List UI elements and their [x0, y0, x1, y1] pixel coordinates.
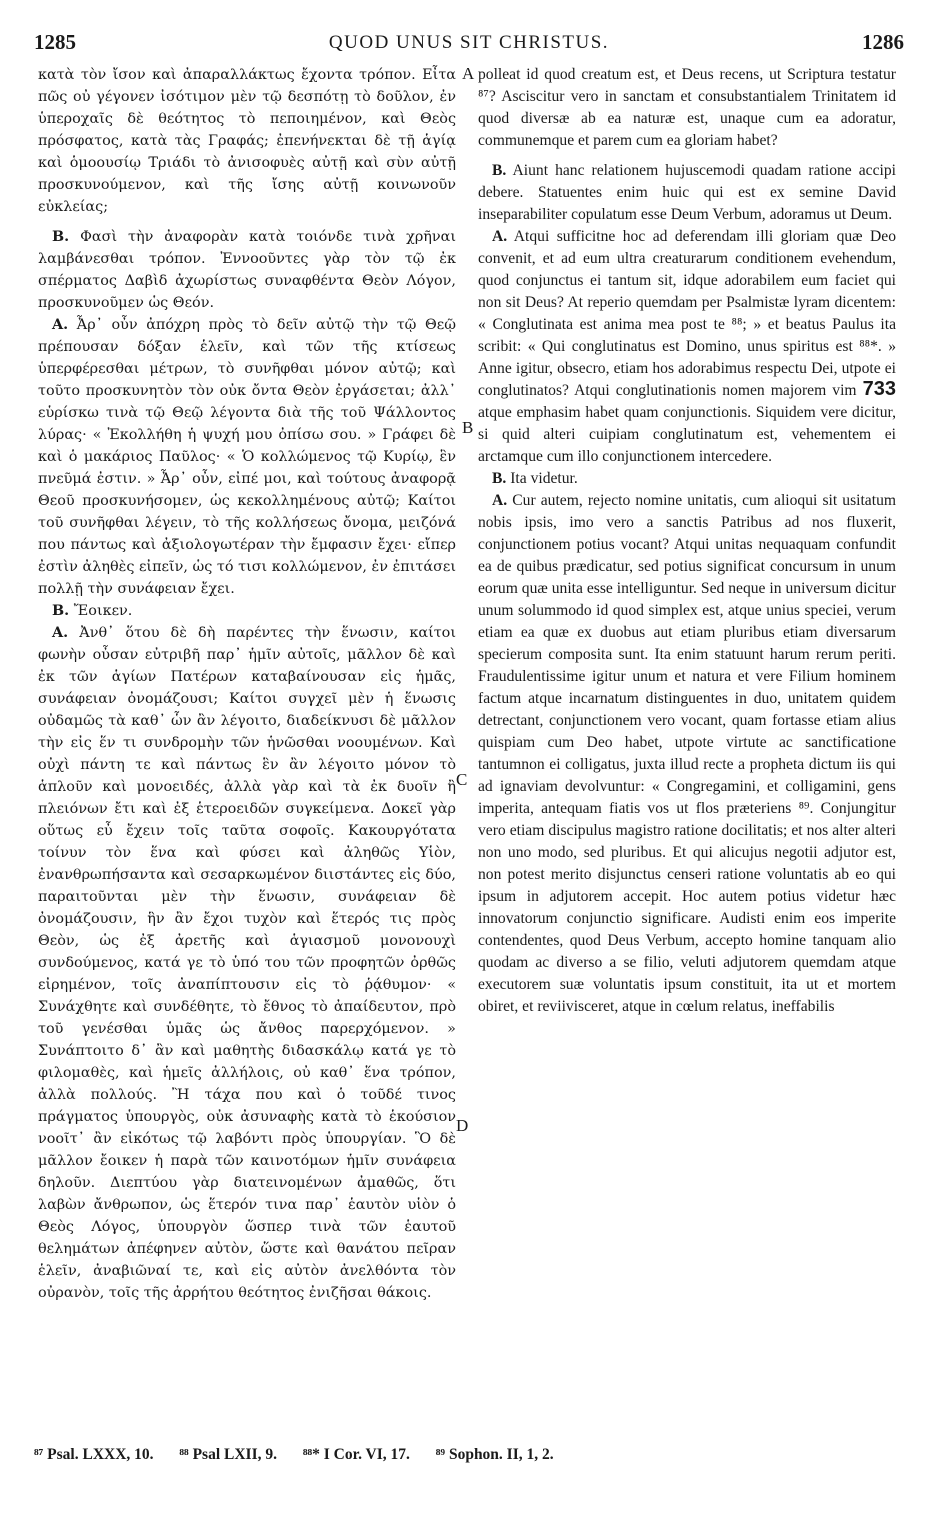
speaker-label: A.	[492, 492, 508, 509]
speaker-label: B.	[492, 162, 507, 179]
latin-text: Atqui sufficitne hoc ad deferendam illi gloriam quæ Deo convenit, et ad eum ultra creaturarum conditionem evehendum, quod conjunctus ei tantum sit, idque adorabilem eum faciet qui non sit Deus? At reperio quemdam per Psalmistæ lyram dicentem: « Conglutinata est anima mea post te ⁸⁸; » et beatus Paulus ita scribit: « Qui conglutinatus est Domino, unus spiritus est ⁸⁸*. » Anne igitur, obsecro, etiam hos adorabimus respectu Dei, utpote ei conglutinatos? Atqui conglutinationis nomen majorem vim	[478, 228, 896, 399]
left-page-number: 1285	[34, 30, 76, 54]
latin-text: Aiunt hanc relationem hujuscemodi quadam ratione accipi debere. Statuentes enim huic qui est ex semine David inseparabiliter copulatum esse Deum Verbum, adoramus ut Deum.	[478, 162, 896, 223]
running-header	[34, 30, 904, 62]
latin-text: Cur autem, rejecto nomine unitatis, cum alioqui sit usitatum nobis ipsis, imo vero a sanctis Patribus ad nos fluxerit, conjunctionem potius vocant? Atqui unitas nequaquam confundit ea de quibus prædicatur, sed potius significat concursum in unum eorum quæ unita esse intelliguntur. Sed neque in universum dicitur unum solummodo id quod simplex est, atque unius speciei, verum etiam ea quæ ex duobus aut etiam pluribus etiam diversarum specierum composita sunt. Ita enim statuunt harum rerum periti. Fraudulentissime igitur unum et natura et vere Filium hominem factum atque incarnatum distinguentes in duo, unitatem quidem detrectant, conjunctionem vero vocant, quam fortasse etiam alius quispiam cum Deo habet, utpote virtute ac sanctificatione tantumnon ei colligatus, juxta illud recte a propheta dictum iis qui ad ignaviam devolvuntur: « Congregamini, et colligamini, gens imperita, antequam fiatis vos ut flos præteriens ⁸⁹. Conjungitur vero etiam discipulus magistro ratione docilitatis; et nos alter alteri non uno modo, sed pluribus. Et qui alicujus negotii adjutor est, non potest merito disjunctus censeri ratione voluntatis ab eo qui ipsum in adjutorem accepit. Hoc autem potius videtur hæc innovatorum conjunctio significare. Audisti enim eos imperite contendentes, quod Deus Verbum, accepto homine tanquam alio quodam ac diverso a se filio, veluti adjutorem quemdam atque executorem suæ voluntatis ipsum constituit, ita ut et mortem obiret, et reviivisceret, atque in cœlum relatus, ineffabilis	[478, 492, 896, 1015]
margin-letter-c: C	[456, 770, 468, 789]
latin-text: Ita videtur.	[510, 470, 578, 487]
greek-column	[38, 64, 456, 1304]
footnote-89: ⁸⁹ Sophon. II, 1, 2.	[435, 1446, 554, 1463]
column-number: 733	[862, 378, 897, 400]
margin-letter-b: B	[462, 418, 474, 437]
latin-paragraph-a3	[478, 490, 896, 1018]
footnote-87: ⁸⁷ Psal. LXXX, 10.	[34, 1446, 154, 1463]
margin-letter-a: A	[462, 64, 475, 83]
greek-paragraph-a2	[38, 314, 456, 600]
latin-text: atque emphasim habet quam conjunctionis. Siquidem vere dicitur, si quid alteri cuipiam conglutinatum est, vehementem ei arctamque cum illo conjunctionem intercedere.	[478, 404, 896, 465]
footnote-88-star: ⁸⁸* I Cor. VI, 17.	[302, 1446, 410, 1463]
footnotes	[34, 1446, 894, 1464]
greek-text: Ἀνθ᾽ ὅτου δὲ δὴ παρέντες τὴν ἕνωσιν, καίτοι φωνὴν οὖσαν εὐτριβῆ παρ᾽ ἡμῖν αὐτοῖς, μᾶλλον δὲ καὶ ἐκ τῶν ἁγίων Πατέρων καταβαίνουσαν εἰς ἡμᾶς, συνάφειαν ὀνομάζουσι; Καίτοι συγχεῖ μὲν ἡ ἕνωσις οὐδαμῶς τὰ καθ᾽ ὧν ἂν λέγοιτο, διαδείκνυσι δὲ μᾶλλον τὴν εἰς ἕν τι συνδρομὴν τῶν ἡνῶσθαι νοουμένων. Καὶ οὐχὶ πάντη τε καὶ πάντως ἓν ἂν λέγοιτο μόνον τὸ ἁπλοῦν καὶ μονοειδές, ἀλλὰ γὰρ καὶ τὰ ἐκ δυοῖν ἢ πλειόνων ἔτι καὶ ἐξ ἑτεροειδῶν συγκείμενα. Δοκεῖ γὰρ οὕτως εὖ ἔχειν τοῖς ταῦτα σοφοῖς. Κακουργότατα τοίνυν τὸν ἕνα καὶ φύσει καὶ ἀληθῶς Υἱὸν, ἐνανθρωπήσαντα καὶ σεσαρκωμένον διιστάντες εἰς δύο, παραιτοῦνται μὲν τὴν ἕνωσιν, συνάφειαν δὲ ὀνομάζουσιν, ἣν ἂν ἔχοι τυχὸν καὶ ἕτερός τις πρὸς Θεὸν, ὡς ἐξ ἀρετῆς καὶ ἁγιασμοῦ μονονουχὶ συνδούμενος, κατά γε τὸ ὑπό του τῶν προφητῶν ὀρθῶς εἰρημένον, τοῖς ἀναπίπτουσιν εἰς τὸ ῥᾴθυμον· « Συνάχθητε καὶ συνδέθητε, τὸ ἔθνος τὸ ἀπαίδευτον, πρὸ τοῦ γενέσθαι ὑμᾶς ὡς ἄνθος παρερχόμενον. » Συνάπτοιτο δ᾽ ἂν καὶ μαθητὴς διδασκάλῳ κατά γε τὸ φιλομαθὲς, καὶ ἡμεῖς ἀλλήλοις, οὐ καθ᾽ ἕνα τρόπον, ἀλλὰ πολλούς. Ἢ τάχα που καὶ ὁ τοῦδέ τινος πράγματος ὑπουργὸς, οὐκ ἀσυναφὴς κατὰ τὸ ἑκούσιον νοοῖτ᾽ ἂν εἰκότως τῷ λαβόντι πρὸς ὑπουργίαν. Ὃ δὲ μᾶλλον ἔοικεν ἡ παρὰ τῶν καινοτόμων ἡμῖν συνάφεια δηλοῦν. Διεπτύου γὰρ διατεινομένων ἀμαθῶς, ὅτι λαβὼν ἄνθρωπον, ὡς ἕτερόν τινα παρ᾽ ἑαυτὸν υἱὸν ὁ Θεὸς Λόγος, ὑπουργὸν ὥσπερ τινὰ τῶν ἑαυτοῦ θελημάτων ἀπέφηνεν αὐτὸν, ὥστε καὶ θανάτου πεῖραν ἑλεῖν, ἀναβιῶναί τε, καὶ εἰς αὐτὸν ἀνελθόντα τὸν οὐρανὸν, τοῖς τῆς ἀρρήτου θεότητος ἐνιζῆσαι θάκοις.	[38, 625, 456, 1301]
greek-paragraph-a3	[38, 622, 456, 1304]
latin-paragraph-a2	[478, 226, 896, 468]
greek-paragraph-1: κατὰ τὸν ἴσον καὶ ἀπαραλλάκτως ἔχοντα τρόπον. Εἶτα πῶς οὐ γέγονεν ἰσότιμον μὲν τῷ δεσπότῃ τὸ δοῦλον, ἐν ὑπεροχαῖς δὲ θεότητος τὸ πεποιημένον, καὶ Θεὸς πρόσφατος, κατὰ τὰς Γραφάς; ἐπενήνεκται δὲ τῇ ἁγίᾳ καὶ ὁμοουσίῳ Τριάδι τὸ ἀνισοφυὲς αὐτῇ καὶ σὺν αὐτῇ προσκυνούμενον, καὶ τῆς ἴσης αὐτῇ κοινωνοῦν εὐκλείας;	[38, 67, 456, 215]
greek-paragraph-b1	[38, 226, 456, 314]
speaker-label: Α.	[52, 316, 69, 333]
greek-text: Ἔοικεν.	[73, 603, 133, 619]
right-page-number: 1286	[862, 30, 904, 54]
latin-paragraph-b2	[478, 468, 896, 490]
speaker-label: Β.	[52, 228, 70, 245]
speaker-label: Α.	[52, 624, 69, 641]
greek-text: Ἆρ᾽ οὖν ἀπόχρη πρὸς τὸ δεῖν αὐτῷ τὴν τῷ Θεῷ πρέπουσαν δόξαν ἑλεῖν, καὶ τῶν τῆς κτίσεως ὑπερφέρεσθαι μέτρων, τὸ συνῆφθαι μόνον αὐτῷ; καὶ τοῦτο προσκυνητὸν τὸν οὐκ ὄντα Θεὸν ἐργάσεται; ἀλλ᾽ εὑρίσκω τινὰ τῷ Θεῷ λέγοντα διὰ τῆς τοῦ Ψάλλοντος λύρας· « Ἐκολλήθη ἡ ψυχή μου ὀπίσω σου. » Γράφει δὲ καὶ ὁ μακάριος Παῦλος· « Ὁ κολλώμενος τῷ Κυρίῳ, ἓν πνεῦμά ἐστιν. » Ἆρ᾽ οὖν, εἰπέ μοι, καὶ τούτους ἀναφορᾷ Θεοῦ προσκυνήσομεν, ὡς κεκολλημένους αὐτῷ; Καίτοι τοῦ συνῆφθαι λέγειν, τὸ τῆς κολλήσεως ὄνομα, μειζόνά που πάντως καὶ ἀξιολογωτέραν τὴν ἔμφασιν ἔχει· εἴπερ ἐστὶν ἀληθὲς εἰπεῖν, ὡς τό τισι κολλώμενον, ἐν ἐπιτάσει πολλῇ τὴν συνάφειαν ἔχει.	[38, 317, 456, 597]
margin-letter-d: D	[456, 1116, 469, 1135]
speaker-label: B.	[492, 470, 507, 487]
latin-paragraph-b1	[478, 160, 896, 226]
footnote-88: ⁸⁸ Psal LXII, 9.	[179, 1446, 277, 1463]
running-title: QUOD UNUS SIT CHRISTUS.	[328, 32, 610, 53]
greek-paragraph-b2	[38, 600, 456, 622]
speaker-label: A.	[492, 228, 508, 245]
latin-column	[478, 64, 896, 1018]
latin-paragraph-1: polleat id quod creatum est, et Deus recens, ut Scriptura testatur ⁸⁷? Asciscitur vero in sanctam et consubstantialem Trinitatem id quod diversæ ab ea naturæ est, unaque cum ea adoratur, communemque et parem cum ea gloriam habet?	[478, 66, 896, 149]
greek-text: Φασὶ τὴν ἀναφορὰν κατὰ τοιόνδε τινὰ χρῆναι λαμβάνεσθαι τρόπον. Ἐννοοῦντες γὰρ τὸν τῷ ἐκ σπέρματος Δαβὶδ ἀχωρίστως συναφθέντα Θεὸν Λόγον, προσκυνοῦμεν ὡς Θεόν.	[38, 229, 457, 311]
speaker-label: Β.	[52, 602, 70, 619]
